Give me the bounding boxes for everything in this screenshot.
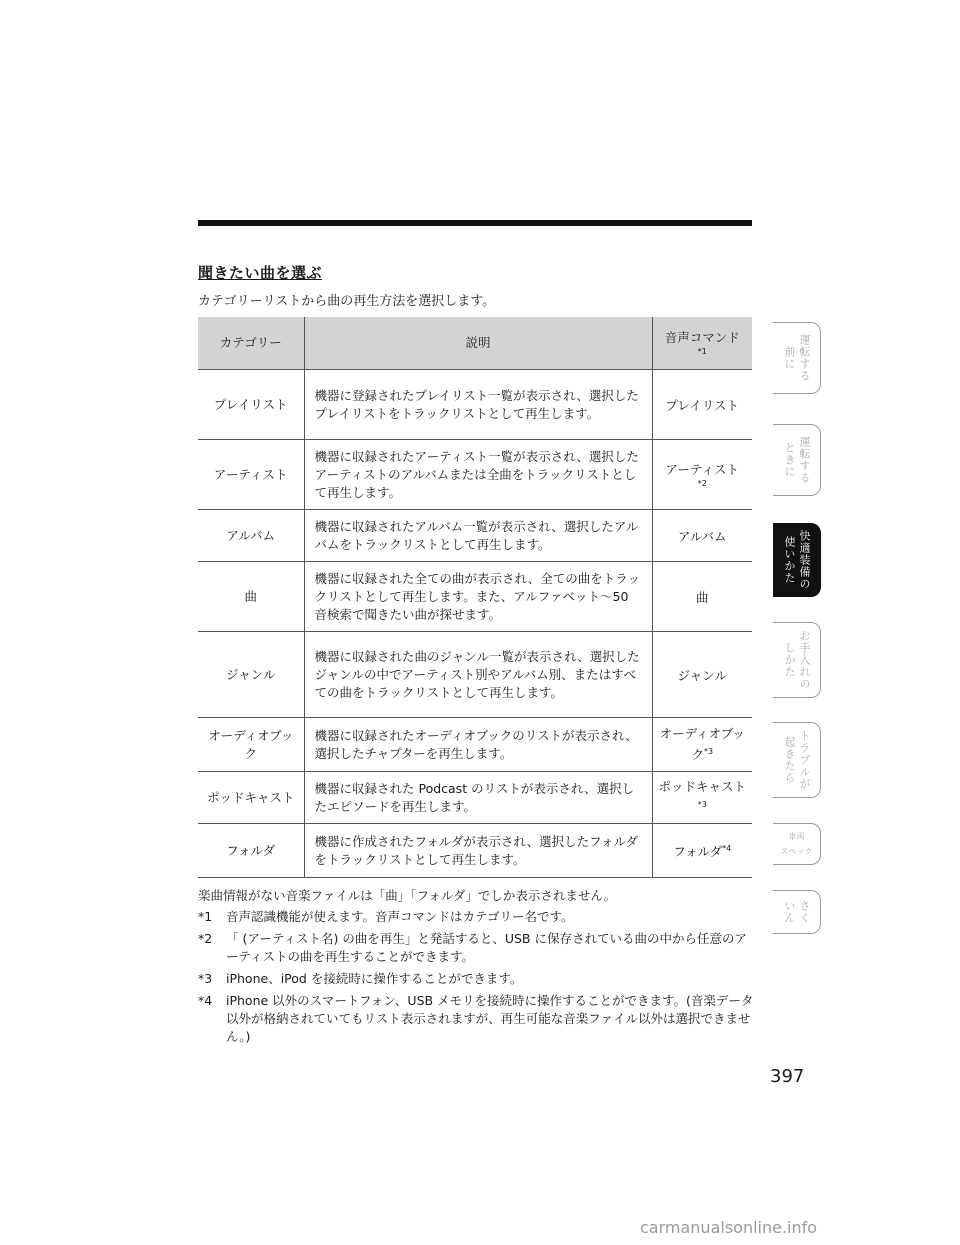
row-voice <box>652 824 752 878</box>
row-description: 機器に収録されたアルバム一覧が表示され、選択したアルバムをトラックリストとして再生します。 <box>304 510 652 562</box>
tab-label-line2: 使いかた <box>783 536 796 584</box>
tab-label-line2: 起きたら <box>783 736 796 784</box>
tab-label-line1: 快適装備の <box>798 530 811 590</box>
section-title: 聞きたい曲を選ぶ <box>198 264 323 282</box>
table-row <box>198 562 752 632</box>
footnote <box>198 908 758 926</box>
header-description: 説明 <box>304 317 652 370</box>
row-voice <box>652 440 752 510</box>
footnote-mark: *2 <box>198 931 213 946</box>
row-voice-label: 曲 <box>695 590 709 606</box>
table-header-row <box>198 317 752 370</box>
row-category: プレイリスト <box>198 370 304 440</box>
footnote-mark: *4 <box>198 993 213 1008</box>
tab-before-driving[interactable] <box>773 322 821 394</box>
footnote-mark: *3 <box>198 971 213 986</box>
row-voice-label: アルバム <box>677 529 727 545</box>
row-description: 機器に収録された曲のジャンル一覧が表示され、選択したジャンルの中でアーティスト別やアルバム別、またはすべての曲をトラックリストとして再生します。 <box>304 632 652 718</box>
footnotes <box>198 908 758 1050</box>
watermark: carmanualsonline.info <box>640 1218 818 1237</box>
tab-label-line1: 車両 <box>788 831 805 841</box>
row-category: 曲 <box>198 562 304 632</box>
tab-label-line1: さく <box>798 900 811 924</box>
row-voice-label: フォルダ <box>673 844 723 860</box>
tab-maintenance[interactable] <box>773 622 821 698</box>
top-rule <box>198 220 752 226</box>
category-table <box>198 317 752 878</box>
note-lead: 楽曲情報がない音楽ファイルは「曲」「フォルダ」でしか表示されません。 <box>198 888 617 903</box>
row-category: アルバム <box>198 510 304 562</box>
row-description: 機器に作成されたフォルダが表示され、選択したフォルダをトラックリストとして再生します。 <box>304 824 652 878</box>
row-category: フォルダ <box>198 824 304 878</box>
table-row <box>198 440 752 510</box>
tab-label-line2: 前に <box>783 346 796 370</box>
tab-label-line1: お手入れの <box>798 630 811 690</box>
intro-text: カテゴリーリストから曲の再生方法を選択します。 <box>198 294 496 309</box>
table-row <box>198 370 752 440</box>
tab-label-line1: 運転する <box>798 436 811 484</box>
row-description: 機器に登録されたプレイリスト一覧が表示され、選択したプレイリストをトラックリストとして再生します。 <box>304 370 652 440</box>
row-category: アーティスト <box>198 440 304 510</box>
row-voice-label: ジャンル <box>677 668 727 684</box>
header-voice-label: 音声コマンド <box>664 330 740 345</box>
row-voice <box>652 772 752 824</box>
tab-label-line2: いん <box>783 900 796 924</box>
row-voice <box>652 718 752 772</box>
row-description: 機器に収録された全ての曲が表示され、全ての曲をトラックリストとして再生します。また、アルファベット～50 音検索で聞きたい曲が探せます。 <box>304 562 652 632</box>
tab-while-driving[interactable] <box>773 424 821 496</box>
footnote-text: 音声認識機能が使えます。音声コマンドはカテゴリー名です。 <box>226 909 574 924</box>
row-voice-label: プレイリスト <box>665 398 740 414</box>
row-voice-label: ポッドキャスト <box>658 778 746 794</box>
row-voice-note: *3 <box>697 799 707 809</box>
tab-label-line1: トラブルが <box>798 730 811 790</box>
row-category: ジャンル <box>198 632 304 718</box>
tab-troubleshooting[interactable] <box>773 722 821 798</box>
header-voice-note: *1 <box>697 347 707 356</box>
table-row <box>198 824 752 878</box>
row-category: オーディオブック <box>198 718 304 772</box>
tab-label-line1: 運転する <box>798 334 811 382</box>
table-row <box>198 718 752 772</box>
tab-label-line2: しかた <box>783 642 796 678</box>
tab-label-line2: ときに <box>783 442 796 478</box>
footnote <box>198 970 758 988</box>
row-voice-note: *4 <box>722 843 732 853</box>
footnote-mark: *1 <box>198 909 213 924</box>
tab-index[interactable] <box>773 890 821 934</box>
row-voice-label: アーティスト <box>665 461 740 477</box>
row-voice <box>652 370 752 440</box>
row-description: 機器に収録されたアーティスト一覧が表示され、選択したアーティストのアルバムまたは全曲をトラックリストとして再生します。 <box>304 440 652 510</box>
table-row <box>198 632 752 718</box>
footnote-text: 「 (アーティスト名) の曲を再生」と発話すると、USB に保存されている曲の中から任意のアーティストの曲を再生することができます。 <box>226 931 747 964</box>
tab-vehicle-spec[interactable] <box>773 823 821 865</box>
row-voice-note: *3 <box>703 746 714 756</box>
row-voice-label: オーディオブック <box>659 725 745 763</box>
table-row <box>198 510 752 562</box>
table-row <box>198 772 752 824</box>
footnote <box>198 992 758 1046</box>
tab-label-line2: スペック <box>780 846 813 856</box>
row-voice-note: *2 <box>697 478 707 488</box>
footnote-text: iPhone 以外のスマートフォン、USB メモリを接続時に操作することができます。(音楽データ以外が格納されていてもリスト表示されますが、再生可能な音楽ファイル以外は選択できません。) <box>226 993 754 1044</box>
row-description: 機器に収録されたオーディオブックのリストが表示され、選択したチャプターを再生します。 <box>304 718 652 772</box>
row-voice <box>652 510 752 562</box>
tab-comfort-equipment[interactable] <box>773 523 821 597</box>
row-voice <box>652 632 752 718</box>
footnote-text: iPhone、iPod を接続時に操作することができます。 <box>226 971 523 986</box>
header-voice-command <box>652 317 752 370</box>
row-voice <box>652 562 752 632</box>
footnote <box>198 930 758 966</box>
row-category: ポッドキャスト <box>198 772 304 824</box>
header-category: カテゴリー <box>198 317 304 370</box>
row-description: 機器に収録された Podcast のリストが表示され、選択したエピソードを再生します。 <box>304 772 652 824</box>
page-number: 397 <box>770 1066 805 1087</box>
